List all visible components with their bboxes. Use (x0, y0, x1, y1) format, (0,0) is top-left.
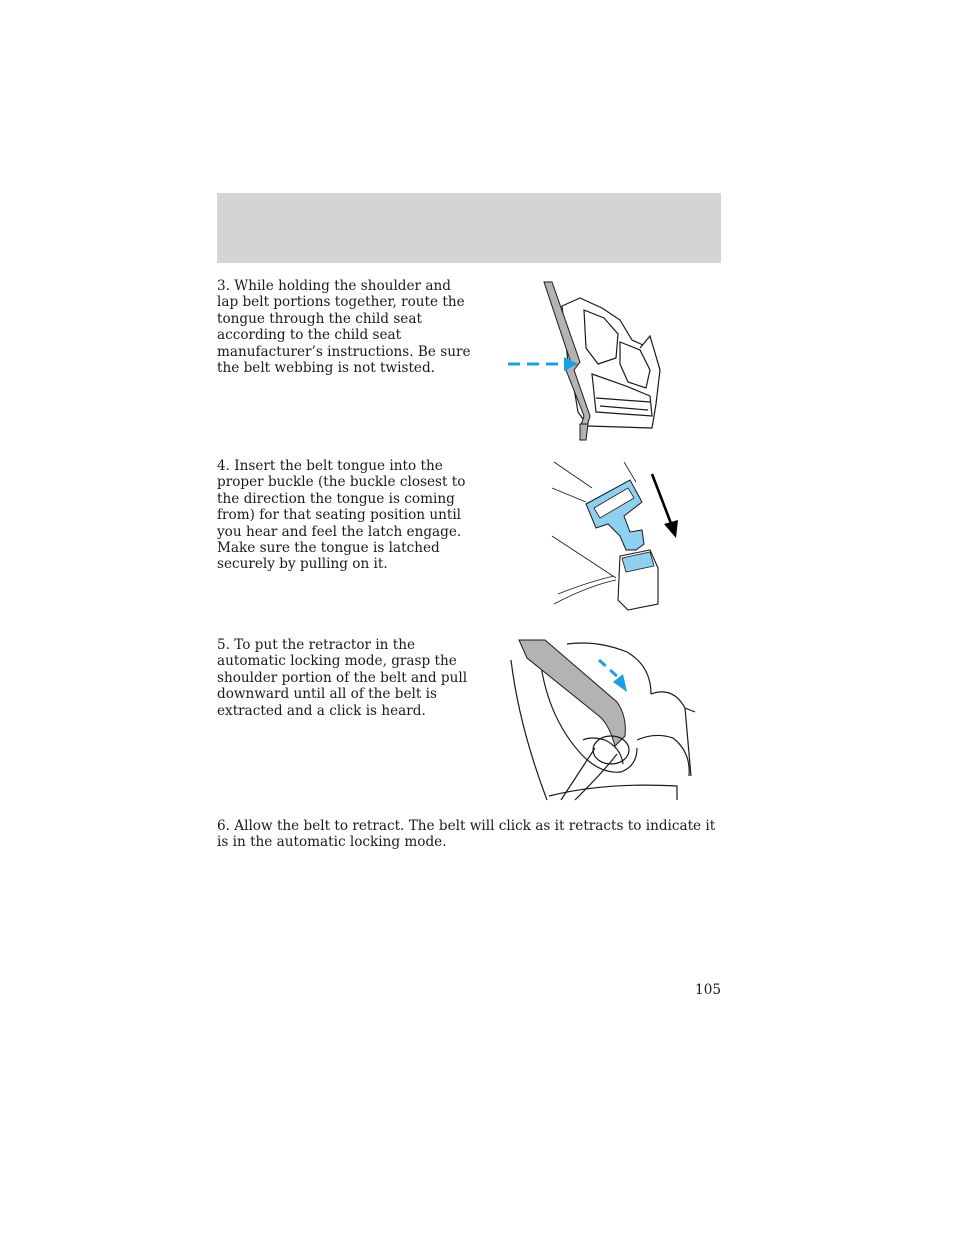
step-3-text: 3. While holding the shoulder and lap belt portions together, route the tongue through the child seat according to the child seat manufacturer’s instructions. Be sure the belt webbing is not twisted. (217, 278, 471, 377)
step-4-text: 4. Insert the belt tongue into the proper buckle (the buckle closest to the direction the tongue is coming from) for that seating position until you hear and feel the latch engage. Make sure the tongue is latched securely by pulling on it. (217, 458, 466, 573)
section-header-band (217, 193, 721, 263)
step-5-text: 5. To put the retractor in the automatic locking mode, grasp the shoulder portion of the belt and pull downward until all of the belt is extracted and a click is heard. (217, 637, 468, 719)
retractor-lock-illustration (505, 636, 697, 804)
page-number: 105 (695, 982, 721, 998)
step-6-text: 6. Allow the belt to retract. The belt will click as it retracts to indicate it is in the automatic locking mode. (217, 818, 716, 851)
child-seat-routing-illustration (500, 278, 670, 446)
buckle-insertion-illustration (548, 458, 684, 618)
